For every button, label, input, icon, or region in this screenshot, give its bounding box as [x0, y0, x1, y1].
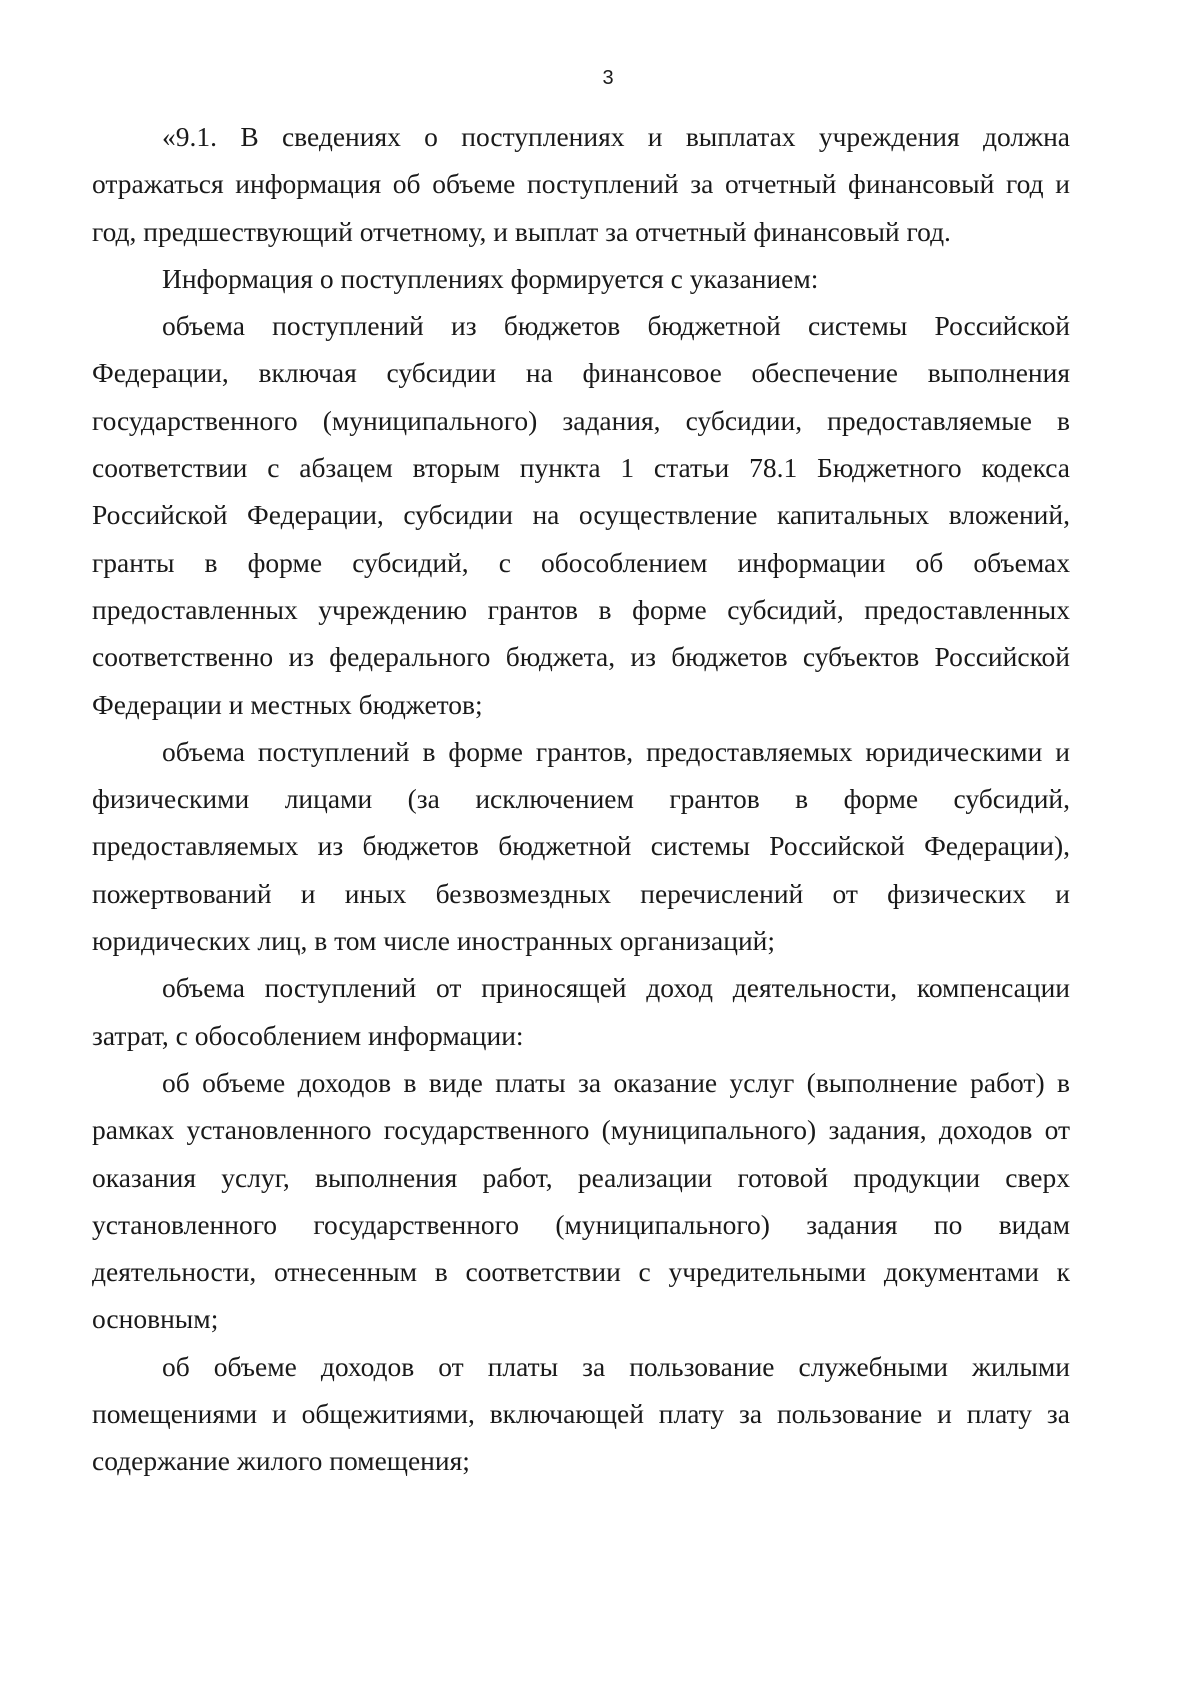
paragraph-housing-fees: об объеме доходов от платы за пользование служебными жилыми помещениями и общежитиями, включающей плату за пользование и плату за содержание жилого помещения; — [92, 1350, 1070, 1477]
paragraph-9-1-intro: «9.1. В сведениях о поступлениях и выплатах учреждения должна отражаться информация об объеме поступлений за отчетный финансовый год и год, предшествующий отчетному, и выплат за отчетный финансовый год. — [92, 121, 1070, 247]
paragraph-budget-receipts: объема поступлений из бюджетов бюджетной системы Российской Федерации, включая субсидии на финансовое обеспечение выполнения государственного (муниципального) задания, субсидии, предоставляемые в соответствии с абзацем вторым пункта 1 статьи 78.1 Бюджетного кодекса Российской Федерации, субсидии на осуществление капитальных вложений, гранты в форме субсидий, с обособлением информации об объемах предоставленных учреждению грантов в форме субсидий, предоставленных соответственно из федерального бюджета, из бюджетов субъектов Российской Федерации и местных бюджетов; — [92, 310, 1070, 720]
page-number: 3 — [602, 67, 614, 89]
paragraph-service-fees: об объеме доходов в виде платы за оказание услуг (выполнение работ) в рамках установленного государственного (муниципального) задания, доходов от оказания услуг, выполнения работ, реализации готовой продукции сверх установленного государственного (муниципального) задания по видам деятельности, отнесенным в соответствии с учредительными документами к основным; — [92, 1066, 1070, 1335]
paragraph-receipts-info: Информация о поступлениях формируется с указанием: — [162, 262, 819, 294]
paragraph-grants-receipts: объема поступлений в форме грантов, предоставляемых юридическими и физическими лицами (за исключением грантов в форме субсидий, предоставляемых из бюджетов бюджетной системы Российской Федерации), пожертвований и иных безвозмездных перечислений от физических и юридических лиц, в том числе иностранных организаций; — [92, 735, 1070, 957]
paragraph-income-activity: объема поступлений от приносящей доход деятельности, компенсации затрат, с обособлением информации: — [92, 972, 1070, 1051]
document-body — [92, 113, 1070, 1485]
